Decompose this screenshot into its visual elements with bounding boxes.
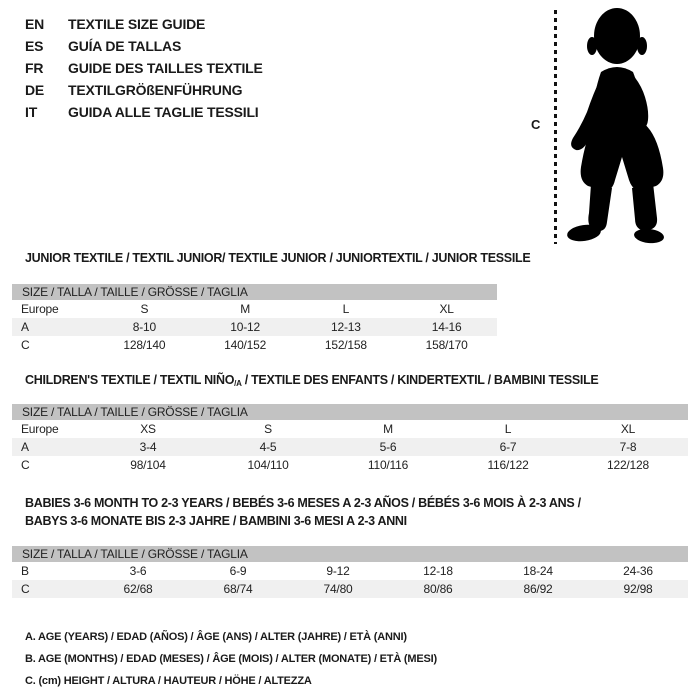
age-cell: 5-6 (328, 438, 448, 456)
height-cell: 98/104 (130, 458, 166, 472)
baby-silhouette-icon (545, 0, 695, 250)
size-cell: XS (140, 422, 156, 436)
months-cell: 6-9 (229, 564, 247, 578)
babies-section-heading (25, 494, 581, 530)
footnote-b: B. AGE (MONTHS) / EDAD (MESES) / ÂGE (MOIS) / ALTER (MONATE) / ETÀ (MESI) (25, 653, 437, 665)
language-row-fr (25, 57, 263, 79)
height-cell: 128/140 (123, 338, 166, 352)
age-cell: 4-5 (208, 438, 328, 456)
row-label: C (12, 580, 88, 598)
height-cell: 80/86 (388, 580, 488, 598)
height-cell: 152/158 (324, 338, 367, 352)
children-size-table (12, 404, 688, 474)
height-cell: 68/74 (188, 580, 288, 598)
language-row-en (25, 13, 263, 35)
row-label: C (21, 338, 30, 352)
height-cell: 110/116 (367, 458, 409, 472)
language-label: GUÍA DE TALLAS (68, 38, 182, 54)
height-cell: 92/98 (588, 580, 688, 598)
size-cell: L (342, 302, 350, 316)
language-label: TEXTILGRÖßENFÜHRUNG (68, 82, 243, 98)
height-measure-label: C (531, 117, 541, 132)
children-section-heading (25, 371, 598, 393)
table-row-age (12, 438, 688, 456)
junior-section-heading: JUNIOR TEXTILE / TEXTIL JUNIOR/ TEXTILE JUNIOR / JUNIORTEXTIL / JUNIOR TESSILE (25, 251, 531, 265)
row-label: C (21, 458, 30, 472)
table-row-height (12, 580, 688, 598)
size-cell: XL (620, 422, 636, 436)
language-code: IT (25, 104, 38, 120)
language-label: GUIDE DES TAILLES TEXTILE (68, 60, 263, 76)
footnotes (25, 626, 437, 692)
size-cell: M (240, 302, 251, 316)
row-label: B (21, 564, 29, 578)
table-row-height (12, 336, 497, 354)
row-label: Europe (21, 422, 59, 436)
table-row-height (12, 456, 688, 474)
size-cell: XL (439, 302, 454, 316)
height-cell: 62/68 (88, 580, 188, 598)
language-row-es (25, 35, 263, 57)
size-cell: M (383, 422, 393, 436)
table-row-europe (12, 300, 497, 318)
babies-heading-line1: BABIES 3-6 MONTH TO 2-3 YEARS / BEBÉS 3-6 MESES A 2-3 AÑOS / BÉBÉS 3-6 MOIS À 2-3 ANS / (25, 496, 581, 510)
row-label: Europe (21, 302, 59, 316)
table-row-months (12, 562, 688, 580)
language-code: FR (25, 60, 44, 76)
age-cell: 6-7 (448, 438, 568, 456)
language-row-it (25, 101, 263, 123)
children-heading-subscript: /A (234, 379, 242, 388)
row-label: A (12, 318, 94, 336)
age-cell: 12-13 (296, 318, 397, 336)
language-list (25, 13, 263, 123)
height-cell: 104/110 (247, 458, 289, 472)
size-cell: S (264, 422, 272, 436)
age-cell: 10-12 (195, 318, 296, 336)
height-cell: 116/122 (487, 458, 529, 472)
age-cell: 3-4 (88, 438, 208, 456)
babies-heading-line2: BABYS 3-6 MONATE BIS 2-3 JAHRE / BAMBINI 3-6 MESI A 2-3 ANNI (25, 514, 407, 528)
size-cell: L (504, 422, 512, 436)
children-heading-part1: CHILDREN'S TEXTILE / TEXTIL NIÑO (25, 373, 235, 387)
height-cell: 122/128 (607, 458, 649, 472)
age-cell: 7-8 (568, 438, 688, 456)
age-cell: 14-16 (396, 318, 497, 336)
language-code: ES (25, 38, 44, 54)
language-label: GUIDA ALLE TAGLIE TESSILI (68, 104, 259, 120)
language-code: EN (25, 16, 45, 32)
language-row-de (25, 79, 263, 101)
language-label: TEXTILE SIZE GUIDE (68, 16, 206, 32)
size-cell: S (140, 302, 149, 316)
table-header-bar: SIZE / TALLA / TAILLE / GRÖSSE / TAGLIA (12, 404, 688, 420)
months-cell: 9-12 (326, 564, 350, 578)
height-cell: 140/152 (224, 338, 267, 352)
table-header-bar: SIZE / TALLA / TAILLE / GRÖSSE / TAGLIA (12, 546, 688, 562)
footnote-c: C. (cm) HEIGHT / ALTURA / HAUTEUR / HÖHE / ALTEZZA (25, 675, 312, 687)
months-cell: 18-24 (523, 564, 553, 578)
table-row-age (12, 318, 497, 336)
table-header-bar: SIZE / TALLA / TAILLE / GRÖSSE / TAGLIA (12, 284, 497, 300)
junior-size-table (12, 284, 497, 354)
table-row-europe (12, 420, 688, 438)
months-cell: 3-6 (129, 564, 147, 578)
language-code: DE (25, 82, 45, 98)
children-heading-part2: / TEXTILE DES ENFANTS / KINDERTEXTIL / BAMBINI TESSILE (241, 373, 599, 387)
height-measure-figure (525, 0, 700, 250)
age-cell: 8-10 (94, 318, 195, 336)
babies-size-table (12, 546, 688, 598)
months-cell: 12-18 (423, 564, 453, 578)
height-cell: 74/80 (288, 580, 388, 598)
height-cell: 158/170 (425, 338, 468, 352)
row-label: A (12, 438, 88, 456)
months-cell: 24-36 (623, 564, 653, 578)
height-cell: 86/92 (488, 580, 588, 598)
footnote-a: A. AGE (YEARS) / EDAD (AÑOS) / ÂGE (ANS) / ALTER (JAHRE) / ETÀ (ANNI) (25, 631, 407, 643)
